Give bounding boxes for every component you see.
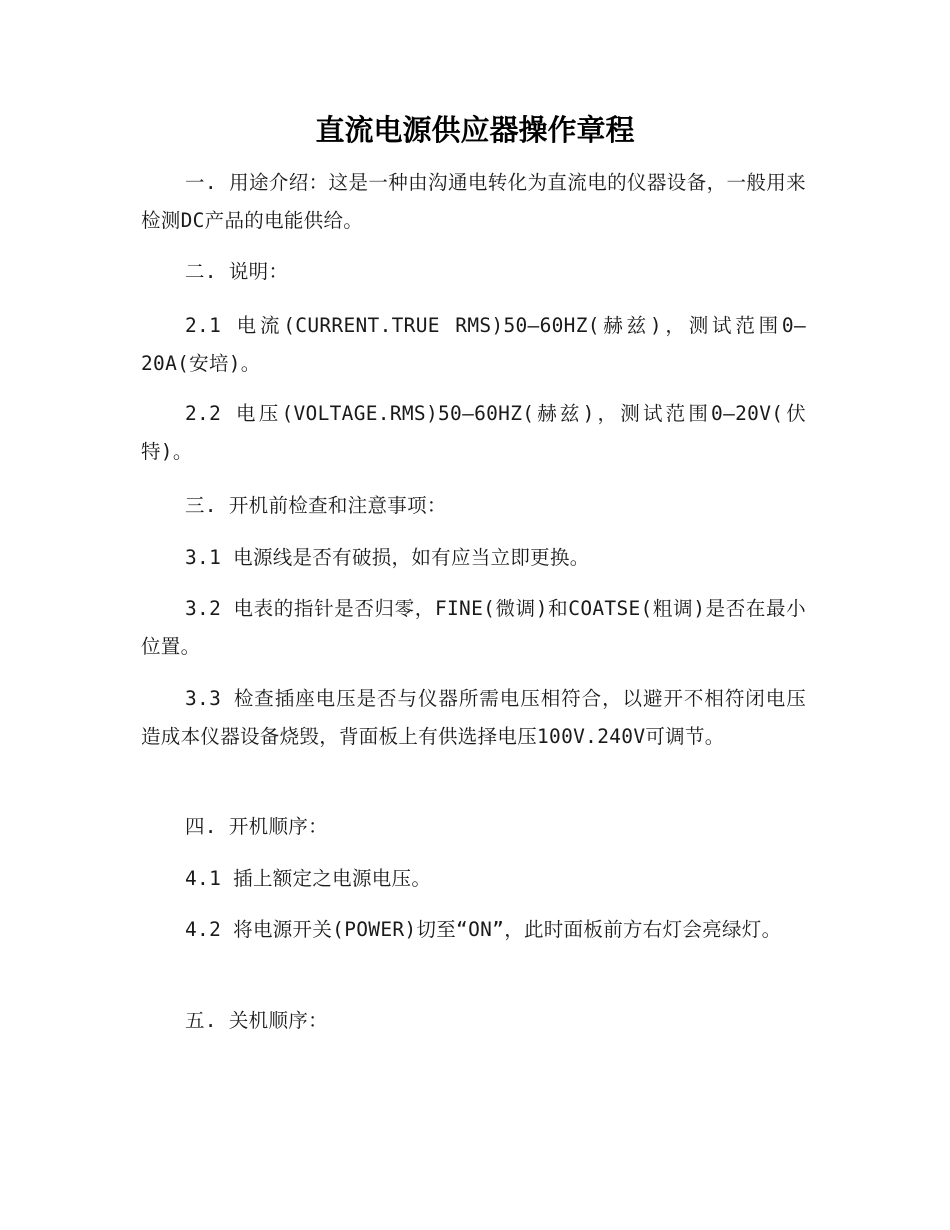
paragraph-plug-in: 4.1 插上额定之电源电压。 bbox=[185, 867, 432, 890]
paragraph-power-cord: 3.1 电源线是否有破损，如有应当立即更换。 bbox=[185, 546, 590, 569]
paragraph-current: 2.1 电流(CURRENT.TRUE RMS)50–60HZ(赫兹)，测试范围0–20A(安培)。 bbox=[141, 314, 806, 375]
heading-startup: 四. 开机顺序： bbox=[185, 815, 328, 838]
heading-shutdown: 五. 关机顺序： bbox=[185, 1009, 328, 1032]
paragraph-purpose: 一. 用途介绍：这是一种由沟通电转化为直流电的仪器设备，一般用来检测DC产品的电能供给。 bbox=[141, 171, 806, 232]
paragraph-socket-voltage: 3.3 检查插座电压是否与仪器所需电压相符合，以避开不相符闭电压造成本仪器设备烧毁，背面板上有供选择电压100V.240V可调节。 bbox=[141, 687, 806, 748]
paragraph-power-switch: 4.2 将电源开关(POWER)切至“ON”，此时面板前方右灯会亮绿灯。 bbox=[185, 918, 782, 941]
heading-precheck: 三. 开机前检查和注意事项： bbox=[185, 494, 447, 517]
document-title: 直流电源供应器操作章程 bbox=[315, 113, 635, 147]
paragraph-voltage: 2.2 电压(VOLTAGE.RMS)50–60HZ(赫兹)，测试范围0–20V(伏特)。 bbox=[141, 402, 806, 463]
paragraph-meter-zero: 3.2 电表的指针是否归零，FINE(微调)和COATSE(粗调)是否在最小位置。 bbox=[141, 597, 806, 658]
heading-description: 二. 说明： bbox=[185, 260, 289, 283]
